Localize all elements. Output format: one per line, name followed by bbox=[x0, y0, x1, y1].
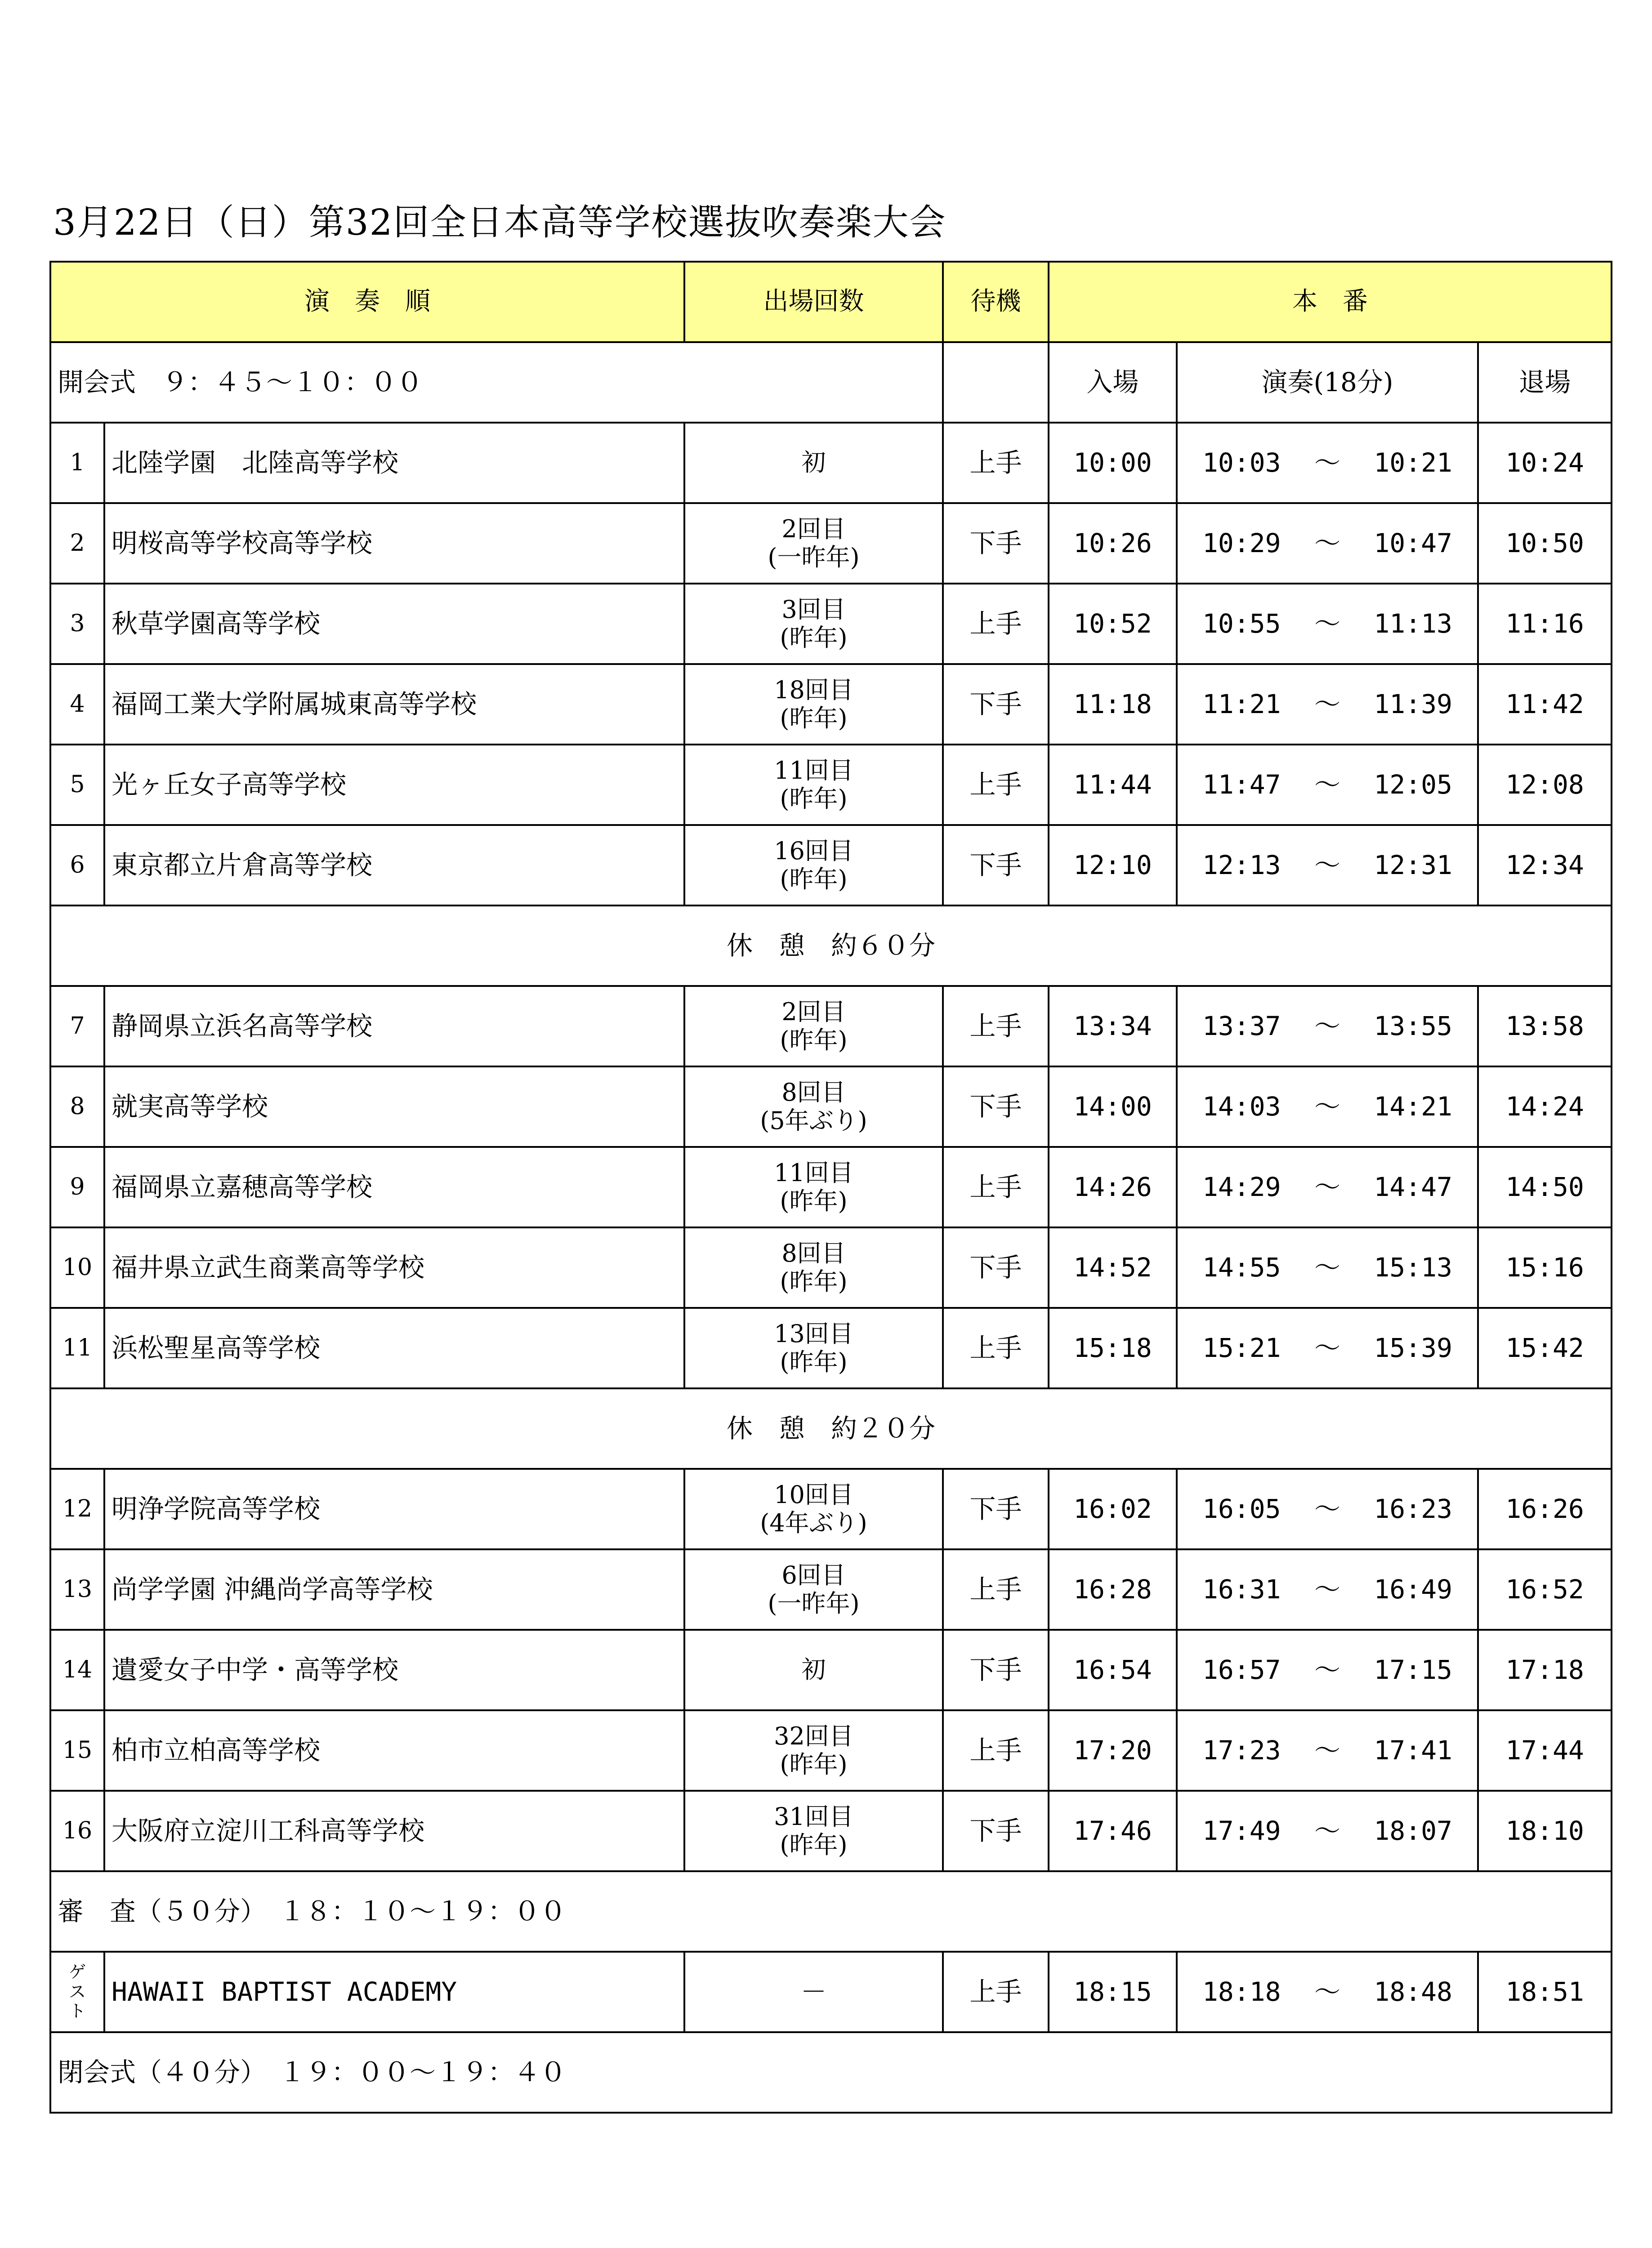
play-time bbox=[1177, 986, 1478, 1066]
play-start: 10:03 bbox=[1202, 447, 1281, 478]
appearance-times: 10回目 bbox=[774, 1481, 853, 1509]
guest-tag-char: ス bbox=[68, 1981, 86, 2002]
table-row bbox=[50, 503, 1612, 584]
order-number: 13 bbox=[50, 1549, 104, 1630]
wait-side: 上手 bbox=[943, 1147, 1049, 1227]
play-end: 10:21 bbox=[1374, 447, 1452, 478]
guest-row bbox=[50, 1952, 1612, 2032]
enter-time: 17:20 bbox=[1049, 1710, 1177, 1791]
break-label: 休 憩 約２０分 bbox=[50, 1388, 1612, 1469]
play-tilde: ～ bbox=[1314, 1815, 1340, 1847]
exit-time: 14:50 bbox=[1478, 1147, 1612, 1227]
play-tilde: ～ bbox=[1314, 608, 1340, 639]
play-time bbox=[1177, 1147, 1478, 1227]
play-end: 17:15 bbox=[1374, 1655, 1452, 1686]
order-number: 11 bbox=[50, 1308, 104, 1388]
play-start: 17:23 bbox=[1202, 1735, 1281, 1766]
exit-time: 18:10 bbox=[1478, 1791, 1612, 1871]
appearance-times: 8回目 bbox=[781, 1239, 846, 1268]
school-name: 大阪府立淀川工科高等学校 bbox=[104, 1791, 684, 1871]
guest-wait: 上手 bbox=[943, 1952, 1049, 2032]
play-time bbox=[1177, 1066, 1478, 1147]
play-time bbox=[1177, 1630, 1478, 1710]
play-tilde: ～ bbox=[1314, 689, 1340, 720]
appearance-times: 32回目 bbox=[774, 1722, 853, 1751]
wait-side: 上手 bbox=[943, 1549, 1049, 1630]
school-name: 柏市立柏高等学校 bbox=[104, 1710, 684, 1791]
play-time bbox=[1177, 423, 1478, 503]
play-time bbox=[1177, 1710, 1478, 1791]
opening-wait-blank bbox=[943, 342, 1049, 423]
appearance-times: 31回目 bbox=[774, 1802, 853, 1831]
appearance-last: (昨年) bbox=[780, 1026, 848, 1054]
play-start: 16:05 bbox=[1202, 1494, 1281, 1525]
order-number: 14 bbox=[50, 1630, 104, 1710]
wait-side: 上手 bbox=[943, 1710, 1049, 1791]
opening-ceremony: 開会式 ９：４５～１０：００ bbox=[50, 342, 943, 423]
play-end: 15:13 bbox=[1374, 1252, 1452, 1283]
wait-side: 下手 bbox=[943, 825, 1049, 905]
play-end: 15:39 bbox=[1374, 1333, 1452, 1364]
table-row bbox=[50, 1227, 1612, 1308]
order-number: 15 bbox=[50, 1710, 104, 1791]
appearance-last: (昨年) bbox=[780, 1750, 848, 1779]
appearance-count bbox=[684, 1308, 943, 1388]
play-end: 10:47 bbox=[1374, 528, 1452, 559]
play-tilde: ～ bbox=[1314, 1011, 1340, 1042]
play-tilde: ～ bbox=[1314, 1655, 1340, 1686]
wait-side: 下手 bbox=[943, 1469, 1049, 1549]
exit-time: 15:16 bbox=[1478, 1227, 1612, 1308]
appearance-last: (昨年) bbox=[780, 704, 848, 732]
appearance-count bbox=[684, 1630, 943, 1710]
play-start: 11:47 bbox=[1202, 769, 1281, 800]
order-number: 6 bbox=[50, 825, 104, 905]
wait-side: 上手 bbox=[943, 1308, 1049, 1388]
appearance-count bbox=[684, 1710, 943, 1791]
play-start: 13:37 bbox=[1202, 1011, 1281, 1042]
enter-time: 10:52 bbox=[1049, 584, 1177, 664]
appearance-count bbox=[684, 825, 943, 905]
guest-enter-time: 18:15 bbox=[1049, 1952, 1177, 2032]
play-tilde: ～ bbox=[1314, 769, 1340, 800]
enter-time: 10:26 bbox=[1049, 503, 1177, 584]
appearance-times: 2回目 bbox=[781, 998, 846, 1026]
order-number: 7 bbox=[50, 986, 104, 1066]
school-name: 光ヶ丘女子高等学校 bbox=[104, 745, 684, 825]
appearance-count bbox=[684, 1549, 943, 1630]
appearance-times: 初 bbox=[801, 448, 826, 477]
appearance-last: (昨年) bbox=[780, 1186, 848, 1215]
enter-time: 16:28 bbox=[1049, 1549, 1177, 1630]
play-time bbox=[1177, 584, 1478, 664]
play-start: 11:21 bbox=[1202, 689, 1281, 720]
play-time bbox=[1177, 1308, 1478, 1388]
play-start: 17:49 bbox=[1202, 1815, 1281, 1847]
school-name: 福井県立武生商業高等学校 bbox=[104, 1227, 684, 1308]
judging-label: 審 査（５０分） １８：１０～１９：００ bbox=[50, 1871, 1612, 1952]
table-row bbox=[50, 664, 1612, 745]
table-row bbox=[50, 1066, 1612, 1147]
wait-side: 下手 bbox=[943, 503, 1049, 584]
play-tilde: ～ bbox=[1314, 1976, 1340, 2007]
schedule-block-1 bbox=[50, 423, 1612, 905]
exit-time: 16:26 bbox=[1478, 1469, 1612, 1549]
play-end: 18:48 bbox=[1374, 1976, 1452, 2007]
play-start: 12:13 bbox=[1202, 850, 1281, 881]
table-row bbox=[50, 584, 1612, 664]
appearance-count bbox=[684, 1147, 943, 1227]
play-end: 17:41 bbox=[1374, 1735, 1452, 1766]
table-row bbox=[50, 1791, 1612, 1871]
appearance-count bbox=[684, 986, 943, 1066]
exit-time: 10:50 bbox=[1478, 503, 1612, 584]
play-end: 16:23 bbox=[1374, 1494, 1452, 1525]
appearance-last: (昨年) bbox=[780, 784, 848, 813]
table-row bbox=[50, 1469, 1612, 1549]
play-end: 11:13 bbox=[1374, 608, 1452, 639]
appearance-count bbox=[684, 1791, 943, 1871]
play-tilde: ～ bbox=[1314, 1574, 1340, 1605]
table-row bbox=[50, 1147, 1612, 1227]
play-start: 10:55 bbox=[1202, 608, 1281, 639]
play-end: 13:55 bbox=[1374, 1011, 1452, 1042]
table-row bbox=[50, 986, 1612, 1066]
school-name: 静岡県立浜名高等学校 bbox=[104, 986, 684, 1066]
wait-side: 下手 bbox=[943, 1791, 1049, 1871]
appearance-times: 13回目 bbox=[774, 1320, 853, 1348]
appearance-count bbox=[684, 1469, 943, 1549]
subheader-enter: 入場 bbox=[1049, 342, 1177, 423]
exit-time: 16:52 bbox=[1478, 1549, 1612, 1630]
school-name: 東京都立片倉高等学校 bbox=[104, 825, 684, 905]
judging-row bbox=[50, 1871, 1612, 1952]
page-title: 3月22日（日）第32回全日本高等学校選抜吹奏楽大会 bbox=[53, 201, 947, 243]
appearance-times: 2回目 bbox=[781, 515, 846, 544]
appearance-last: (昨年) bbox=[780, 865, 848, 893]
table-row bbox=[50, 1710, 1612, 1791]
guest-tag bbox=[50, 1952, 104, 2032]
school-name: 北陸学園 北陸高等学校 bbox=[104, 423, 684, 503]
appearance-last: (昨年) bbox=[780, 623, 848, 652]
play-tilde: ～ bbox=[1314, 850, 1340, 881]
play-tilde: ～ bbox=[1314, 1091, 1340, 1122]
order-number: 9 bbox=[50, 1147, 104, 1227]
play-end: 14:47 bbox=[1374, 1172, 1452, 1203]
wait-side: 上手 bbox=[943, 423, 1049, 503]
header-wait: 待機 bbox=[943, 262, 1049, 342]
exit-time: 11:42 bbox=[1478, 664, 1612, 745]
play-time bbox=[1177, 745, 1478, 825]
appearance-count bbox=[684, 745, 943, 825]
wait-side: 上手 bbox=[943, 584, 1049, 664]
appearance-last: (一昨年) bbox=[768, 543, 860, 571]
break-row-2 bbox=[50, 1388, 1612, 1469]
header-performance: 本 番 bbox=[1049, 262, 1612, 342]
schedule-block-3 bbox=[50, 1469, 1612, 1871]
play-time bbox=[1177, 503, 1478, 584]
break-label: 休 憩 約６０分 bbox=[50, 905, 1612, 986]
table-row bbox=[50, 745, 1612, 825]
guest-exit-time: 18:51 bbox=[1478, 1952, 1612, 2032]
order-number: 10 bbox=[50, 1227, 104, 1308]
order-number: 5 bbox=[50, 745, 104, 825]
table-row bbox=[50, 1308, 1612, 1388]
header-order: 演 奏 順 bbox=[50, 262, 684, 342]
guest-appearances: － bbox=[684, 1952, 943, 2032]
enter-time: 14:52 bbox=[1049, 1227, 1177, 1308]
play-tilde: ～ bbox=[1314, 1252, 1340, 1283]
appearance-times: 8回目 bbox=[781, 1078, 846, 1107]
closing-label: 閉会式（４０分） １９：００～１９：４０ bbox=[50, 2032, 1612, 2113]
exit-time: 12:34 bbox=[1478, 825, 1612, 905]
school-name: 明桜高等学校高等学校 bbox=[104, 503, 684, 584]
play-tilde: ～ bbox=[1314, 528, 1340, 559]
appearance-times: 16回目 bbox=[774, 837, 853, 865]
enter-time: 11:44 bbox=[1049, 745, 1177, 825]
wait-side: 下手 bbox=[943, 1227, 1049, 1308]
play-end: 14:21 bbox=[1374, 1091, 1452, 1122]
appearance-times: 6回目 bbox=[781, 1561, 846, 1590]
exit-time: 13:58 bbox=[1478, 986, 1612, 1066]
table-row bbox=[50, 423, 1612, 503]
wait-side: 上手 bbox=[943, 745, 1049, 825]
closing-row bbox=[50, 2032, 1612, 2113]
exit-time: 11:16 bbox=[1478, 584, 1612, 664]
appearance-last: (4年ぶり) bbox=[760, 1508, 867, 1537]
school-name: 秋草学園高等学校 bbox=[104, 584, 684, 664]
exit-time: 12:08 bbox=[1478, 745, 1612, 825]
enter-time: 14:26 bbox=[1049, 1147, 1177, 1227]
opening-row bbox=[50, 342, 1612, 423]
play-end: 12:05 bbox=[1374, 769, 1452, 800]
schedule-table bbox=[49, 261, 1612, 2114]
wait-side: 下手 bbox=[943, 1066, 1049, 1147]
wait-side: 上手 bbox=[943, 986, 1049, 1066]
play-end: 18:07 bbox=[1374, 1815, 1452, 1847]
play-tilde: ～ bbox=[1314, 1333, 1340, 1364]
exit-time: 17:18 bbox=[1478, 1630, 1612, 1710]
guest-play-time bbox=[1177, 1952, 1478, 2032]
enter-time: 10:00 bbox=[1049, 423, 1177, 503]
order-number: 16 bbox=[50, 1791, 104, 1871]
play-time bbox=[1177, 1549, 1478, 1630]
order-number: 1 bbox=[50, 423, 104, 503]
school-name: 浜松聖星高等学校 bbox=[104, 1308, 684, 1388]
play-start: 16:57 bbox=[1202, 1655, 1281, 1686]
enter-time: 11:18 bbox=[1049, 664, 1177, 745]
schedule-block-2 bbox=[50, 986, 1612, 1388]
enter-time: 12:10 bbox=[1049, 825, 1177, 905]
appearance-count bbox=[684, 1066, 943, 1147]
enter-time: 14:00 bbox=[1049, 1066, 1177, 1147]
appearance-times: 11回目 bbox=[774, 1159, 853, 1187]
guest-school: HAWAII BAPTIST ACADEMY bbox=[104, 1952, 684, 2032]
play-end: 16:49 bbox=[1374, 1574, 1452, 1605]
exit-time: 14:24 bbox=[1478, 1066, 1612, 1147]
play-time bbox=[1177, 1791, 1478, 1871]
appearance-times: 3回目 bbox=[781, 595, 846, 624]
play-tilde: ～ bbox=[1314, 447, 1340, 478]
appearance-last: (一昨年) bbox=[768, 1589, 860, 1618]
appearance-count bbox=[684, 664, 943, 745]
play-start: 10:29 bbox=[1202, 528, 1281, 559]
subheader-exit: 退場 bbox=[1478, 342, 1612, 423]
wait-side: 下手 bbox=[943, 1630, 1049, 1710]
play-tilde: ～ bbox=[1314, 1494, 1340, 1525]
play-time bbox=[1177, 1469, 1478, 1549]
play-start: 14:55 bbox=[1202, 1252, 1281, 1283]
order-number: 3 bbox=[50, 584, 104, 664]
table-row bbox=[50, 1630, 1612, 1710]
appearance-last: (5年ぶり) bbox=[760, 1106, 867, 1135]
play-end: 11:39 bbox=[1374, 689, 1452, 720]
appearance-count bbox=[684, 1227, 943, 1308]
play-tilde: ～ bbox=[1314, 1735, 1340, 1766]
school-name: 尚学学園 沖縄尚学高等学校 bbox=[104, 1549, 684, 1630]
play-time bbox=[1177, 1227, 1478, 1308]
guest-tag-char: ト bbox=[68, 2001, 86, 2021]
appearance-times: 11回目 bbox=[774, 756, 853, 785]
appearance-count bbox=[684, 584, 943, 664]
play-time bbox=[1177, 664, 1478, 745]
play-start: 15:21 bbox=[1202, 1333, 1281, 1364]
wait-side: 下手 bbox=[943, 664, 1049, 745]
order-number: 4 bbox=[50, 664, 104, 745]
play-start: 18:18 bbox=[1202, 1976, 1281, 2007]
school-name: 福岡県立嘉穂高等学校 bbox=[104, 1147, 684, 1227]
play-end: 12:31 bbox=[1374, 850, 1452, 881]
enter-time: 16:54 bbox=[1049, 1630, 1177, 1710]
play-start: 14:29 bbox=[1202, 1172, 1281, 1203]
order-number: 2 bbox=[50, 503, 104, 584]
exit-time: 10:24 bbox=[1478, 423, 1612, 503]
header-row bbox=[50, 262, 1612, 342]
play-tilde: ～ bbox=[1314, 1172, 1340, 1203]
appearance-last: (昨年) bbox=[780, 1830, 848, 1859]
order-number: 8 bbox=[50, 1066, 104, 1147]
appearance-last: (昨年) bbox=[780, 1267, 848, 1296]
guest-tag-char: ゲ bbox=[68, 1962, 86, 1982]
subheader-play: 演奏(18分) bbox=[1177, 342, 1478, 423]
table-row bbox=[50, 1549, 1612, 1630]
school-name: 明浄学院高等学校 bbox=[104, 1469, 684, 1549]
enter-time: 17:46 bbox=[1049, 1791, 1177, 1871]
appearance-count bbox=[684, 503, 943, 584]
school-name: 福岡工業大学附属城東高等学校 bbox=[104, 664, 684, 745]
enter-time: 13:34 bbox=[1049, 986, 1177, 1066]
play-start: 14:03 bbox=[1202, 1091, 1281, 1122]
exit-time: 15:42 bbox=[1478, 1308, 1612, 1388]
school-name: 遺愛女子中学・高等学校 bbox=[104, 1630, 684, 1710]
appearance-last: (昨年) bbox=[780, 1347, 848, 1376]
appearance-times: 初 bbox=[801, 1655, 826, 1684]
exit-time: 17:44 bbox=[1478, 1710, 1612, 1791]
appearance-times: 18回目 bbox=[774, 676, 853, 705]
play-time bbox=[1177, 825, 1478, 905]
play-start: 16:31 bbox=[1202, 1574, 1281, 1605]
order-number: 12 bbox=[50, 1469, 104, 1549]
appearance-count bbox=[684, 423, 943, 503]
break-row-1 bbox=[50, 905, 1612, 986]
enter-time: 16:02 bbox=[1049, 1469, 1177, 1549]
enter-time: 15:18 bbox=[1049, 1308, 1177, 1388]
header-appearances: 出場回数 bbox=[684, 262, 943, 342]
table-row bbox=[50, 825, 1612, 905]
school-name: 就実高等学校 bbox=[104, 1066, 684, 1147]
